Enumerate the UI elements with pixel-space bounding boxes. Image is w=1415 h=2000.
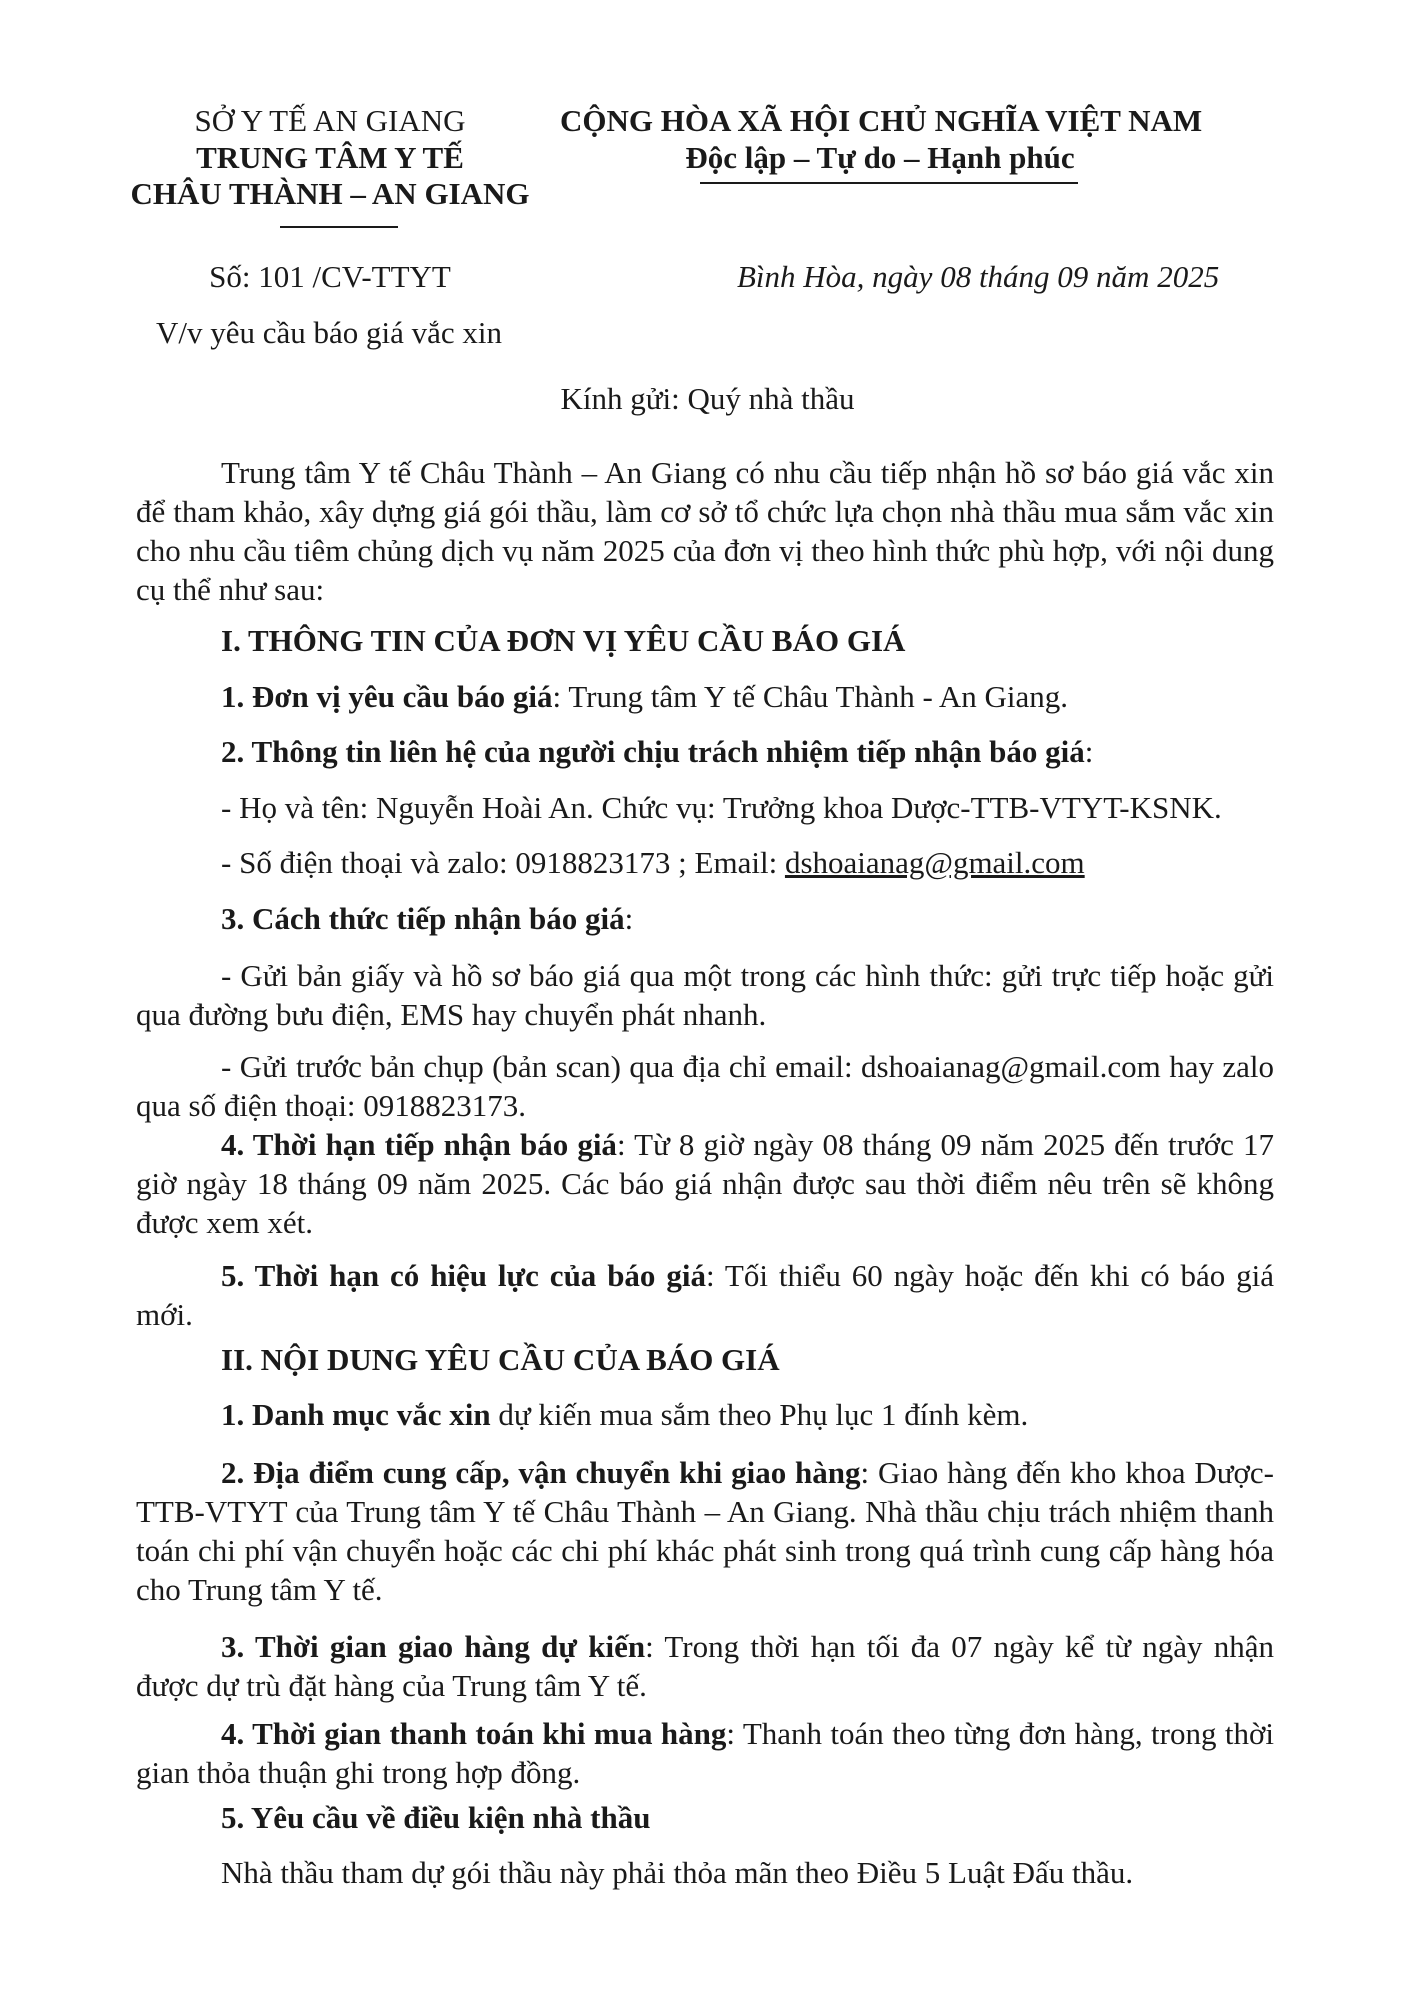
s1-item-3-label: 3. Cách thức tiếp nhận báo giá xyxy=(221,901,625,936)
s2-item-3-label: 3. Thời gian giao hàng dự kiến xyxy=(221,1629,646,1664)
section-2-title: II. NỘI DUNG YÊU CẦU CỦA BÁO GIÁ xyxy=(221,1342,780,1377)
s1-item-5-text: : Tối thiểu 60 ngày hoặc đến khi có báo giá mới. xyxy=(136,1258,1274,1332)
s2-item-4 xyxy=(136,1714,1274,1792)
document-number: Số: 101 /CV-TTYT xyxy=(209,259,451,294)
s1-item-2-text: : xyxy=(1084,734,1094,769)
right-header-divider xyxy=(700,182,1078,184)
s2-item-4-text: : Thanh toán theo từng đơn hàng, trong thời gian thỏa thuận ghi trong hợp đồng. xyxy=(136,1716,1274,1790)
s1-item-1-label: 1. Đơn vị yêu cầu báo giá xyxy=(221,679,553,714)
agency-name: TRUNG TÂM Y TẾ xyxy=(196,140,464,175)
s1-item-4 xyxy=(136,1125,1274,1242)
contact-name: - Họ và tên: Nguyễn Hoài An. Chức vụ: Trưởng khoa Dược-TTB-VTYT-KSNK. xyxy=(221,790,1222,825)
s2-item-1 xyxy=(221,1397,1028,1433)
s2-item-3 xyxy=(136,1627,1274,1705)
s1-item-1-text: : Trung tâm Y tế Châu Thành - An Giang. xyxy=(552,679,1069,714)
s2-item-4-label: 4. Thời gian thanh toán khi mua hàng xyxy=(221,1716,727,1751)
s1-item-1 xyxy=(221,679,1068,715)
s2-item-2-text: : Giao hàng đến kho khoa Dược-TTB-VTYT của Trung tâm Y tế Châu Thành – An Giang. Nhà thầu chịu trách nhiệm thanh toán chi phí vận chuyển hoặc các chi phí khác phát sinh trong quá trình cung cấp hàng hóa cho Trung tâm Y tế. xyxy=(136,1455,1274,1607)
national-title: CỘNG HÒA XÃ HỘI CHỦ NGHĨA VIỆT NAM xyxy=(560,103,1203,138)
contact-email-link[interactable]: dshoaianag@gmail.com xyxy=(784,845,1085,880)
method-2: - Gửi trước bản chụp (bản scan) qua địa chỉ email: dshoaianag@gmail.com hay zalo qua số điện thoại: 0918823173. xyxy=(136,1049,1274,1123)
subject-line: V/v yêu cầu báo giá vắc xin xyxy=(156,315,503,350)
contact-phone xyxy=(221,845,1085,881)
s1-item-5-label: 5. Thời hạn có hiệu lực của báo giá xyxy=(221,1258,706,1293)
s1-item-3 xyxy=(221,901,633,937)
section-1-title: I. THÔNG TIN CỦA ĐƠN VỊ YÊU CẦU BÁO GIÁ xyxy=(221,623,906,658)
s2-item-1-label: 1. Danh mục vắc xin xyxy=(221,1397,491,1432)
s2-item-3-text: : Trong thời hạn tối đa 07 ngày kể từ ngày nhận được dự trù đặt hàng của Trung tâm Y tế. xyxy=(136,1629,1274,1703)
recipient-line: Kính gửi: Quý nhà thầu xyxy=(560,381,855,416)
agency-parent: SỞ Y TẾ AN GIANG xyxy=(194,103,466,138)
s2-item-2 xyxy=(136,1453,1274,1609)
s2-item-2-label: 2. Địa điểm cung cấp, vận chuyển khi giao hàng xyxy=(221,1455,861,1490)
s2-item-5-text: Nhà thầu tham dự gói thầu này phải thỏa mãn theo Điều 5 Luật Đấu thầu. xyxy=(221,1855,1134,1890)
s1-item-3-text: : xyxy=(624,901,634,936)
s2-item-5-label: 5. Yêu cầu về điều kiện nhà thầu xyxy=(221,1800,651,1835)
national-motto: Độc lập – Tự do – Hạnh phúc xyxy=(685,140,1075,175)
intro-paragraph: Trung tâm Y tế Châu Thành – An Giang có nhu cầu tiếp nhận hồ sơ báo giá vắc xin để tham khảo, xây dựng giá gói thầu, làm cơ sở tổ chức lựa chọn nhà thầu mua sắm vắc xin cho nhu cầu tiêm chủng dịch vụ năm 2025 của đơn vị theo hình thức phù hợp, với nội dung cụ thể như sau: xyxy=(136,455,1274,607)
method-1: - Gửi bản giấy và hồ sơ báo giá qua một trong các hình thức: gửi trực tiếp hoặc gửi qua đường bưu điện, EMS hay chuyển phát nhanh. xyxy=(136,958,1274,1032)
agency-name-line2: CHÂU THÀNH – AN GIANG xyxy=(130,176,530,211)
s1-item-5 xyxy=(136,1256,1274,1334)
contact-phone-text: - Số điện thoại và zalo: 0918823173 ; Email: xyxy=(221,845,785,880)
s2-item-1-text: dự kiến mua sắm theo Phụ lục 1 đính kèm. xyxy=(490,1397,1029,1432)
place-date: Bình Hòa, ngày 08 tháng 09 năm 2025 xyxy=(737,259,1220,294)
s1-item-2-label: 2. Thông tin liên hệ của người chịu trách nhiệm tiếp nhận báo giá xyxy=(221,734,1085,769)
s1-item-4-text: : Từ 8 giờ ngày 08 tháng 09 năm 2025 đến trước 17 giờ ngày 18 tháng 09 năm 2025. Các báo giá nhận được sau thời điểm nêu trên sẽ không được xem xét. xyxy=(136,1127,1274,1240)
left-header-divider xyxy=(280,226,398,228)
s1-item-2 xyxy=(221,734,1093,770)
s1-item-4-label: 4. Thời hạn tiếp nhận báo giá xyxy=(221,1127,617,1162)
